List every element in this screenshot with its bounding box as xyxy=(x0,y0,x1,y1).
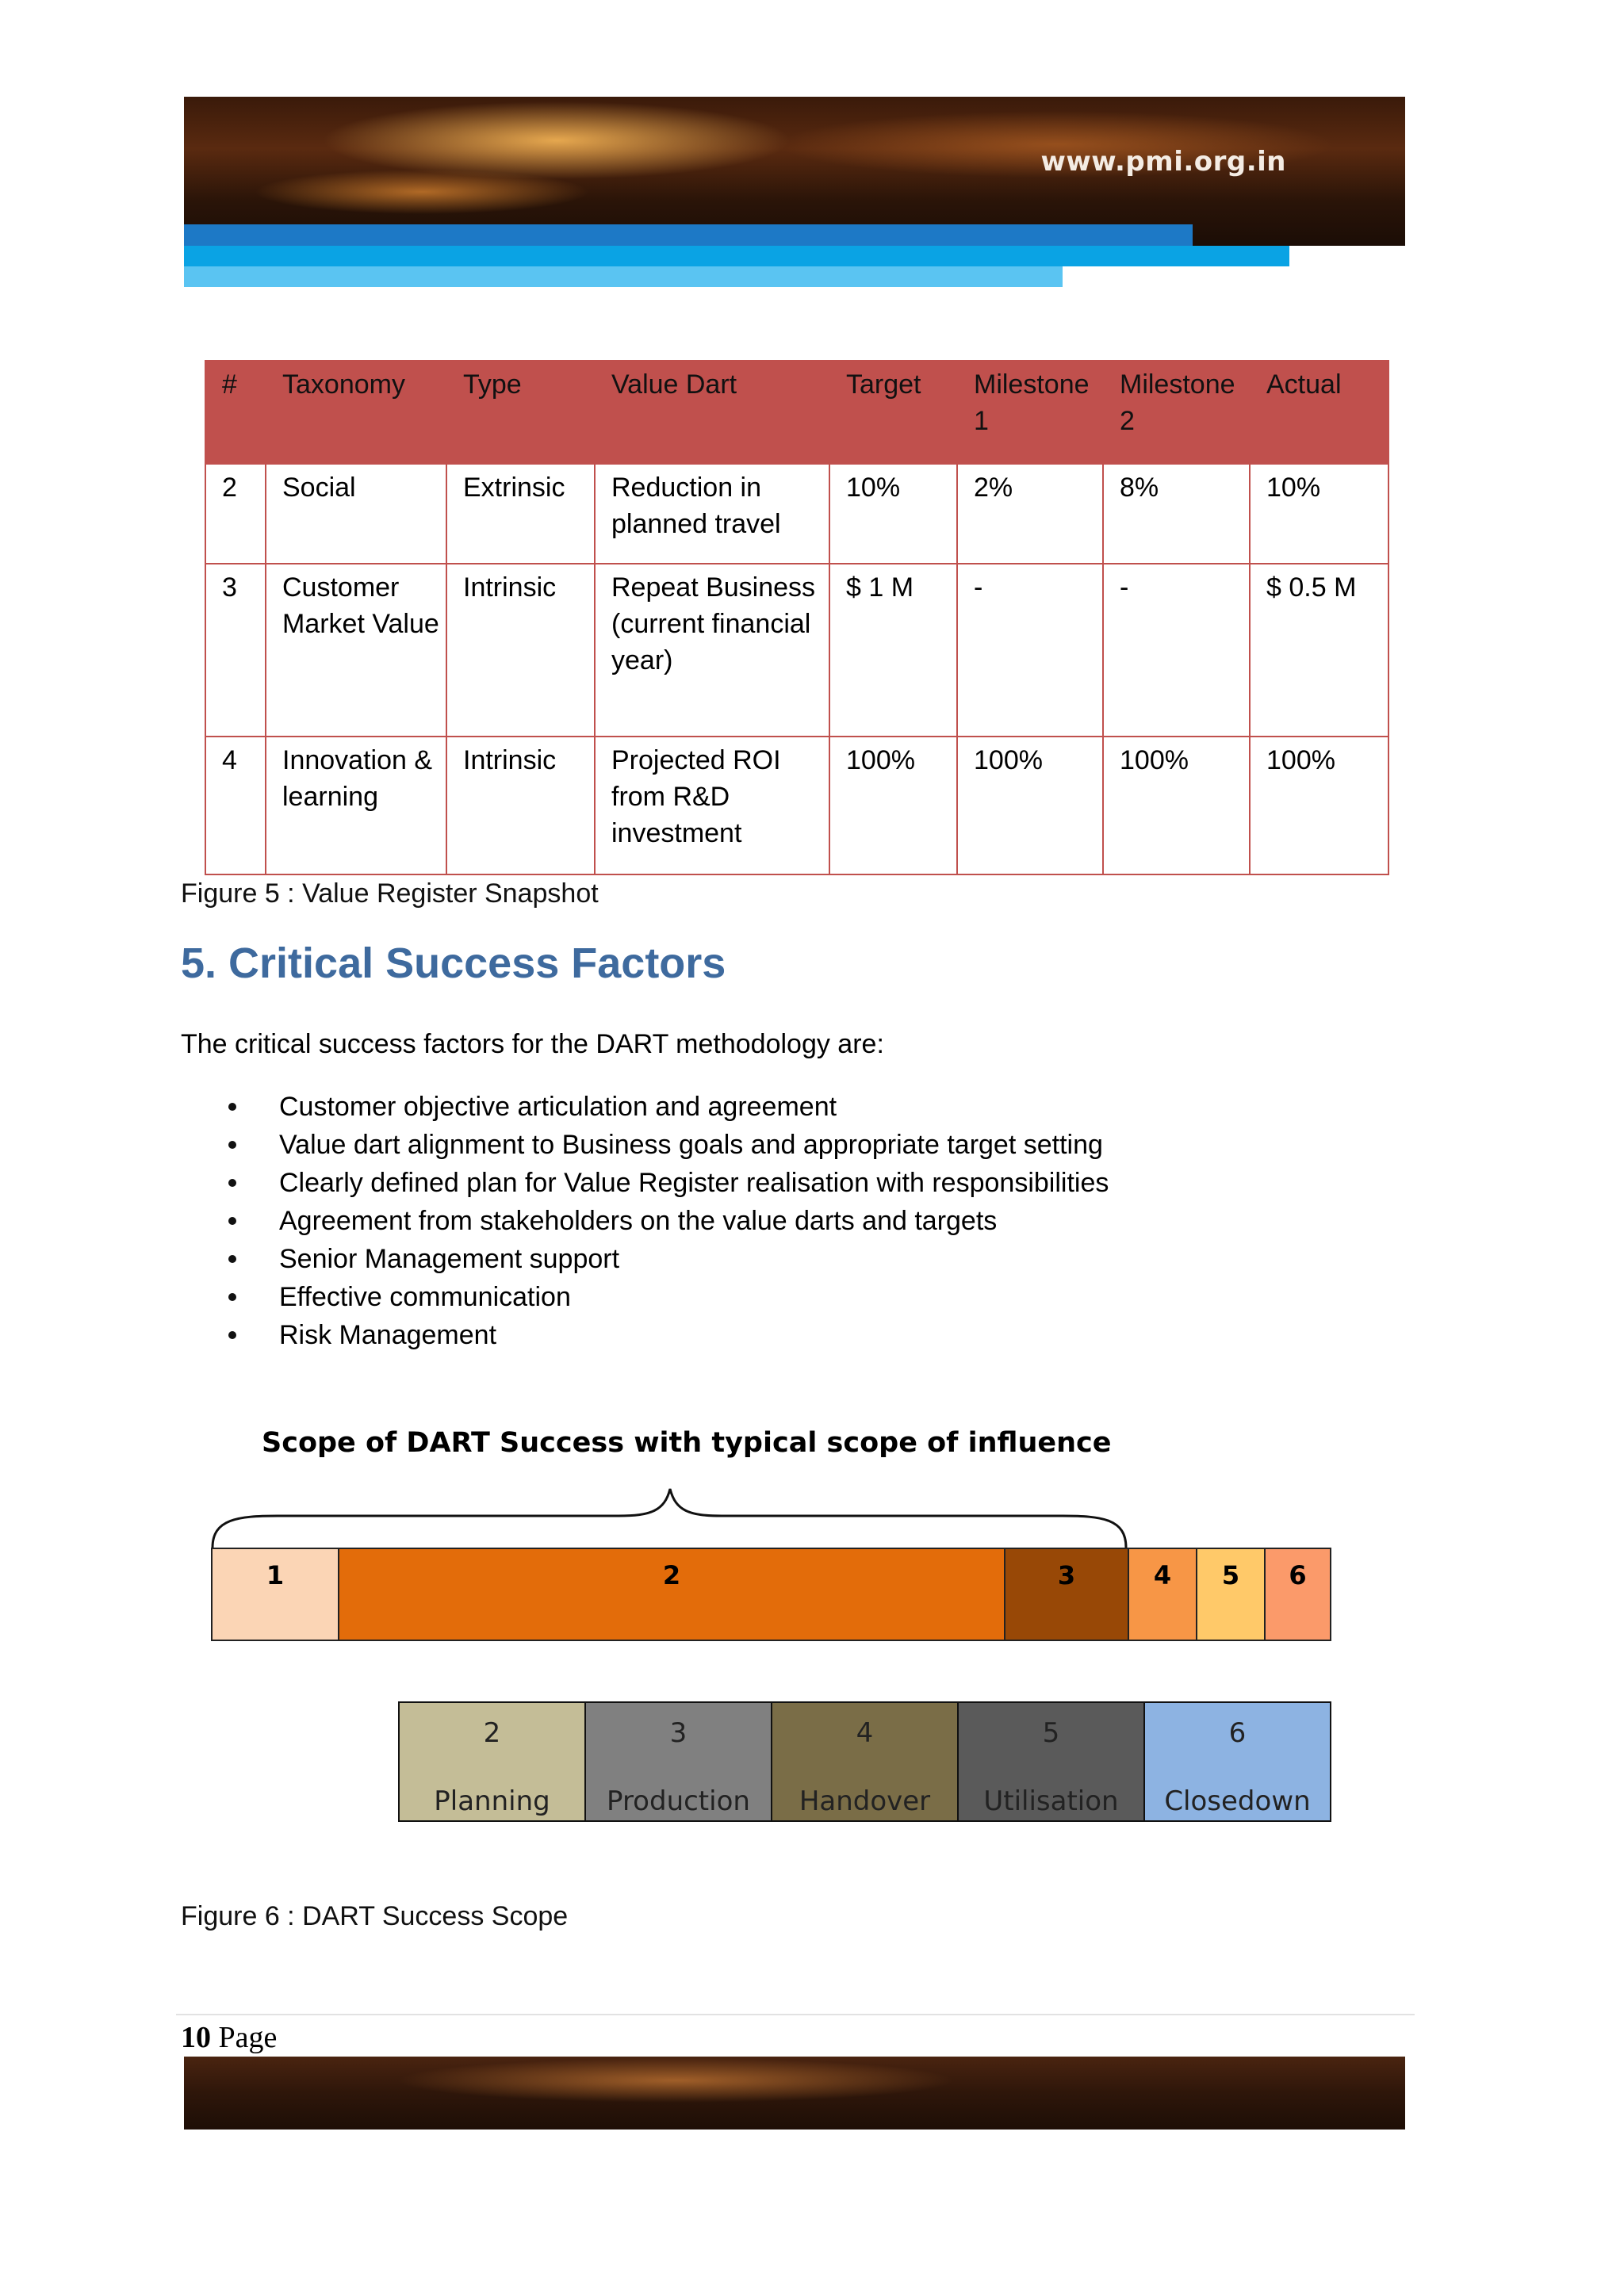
column-header: Target xyxy=(829,361,957,464)
page-number xyxy=(181,2020,277,2055)
list-item xyxy=(181,1164,1109,1202)
table-cell: 100% xyxy=(957,737,1103,874)
table-cell: Intrinsic xyxy=(446,737,595,874)
scope-segment xyxy=(211,1548,339,1641)
table-cell: 10% xyxy=(1250,464,1388,564)
bullet-icon xyxy=(228,1255,236,1263)
scope-brace-icon xyxy=(206,1479,1134,1551)
column-header: Type xyxy=(446,361,595,464)
phase-number: 4 xyxy=(856,1717,874,1749)
table-cell: $ 0.5 M xyxy=(1250,564,1388,737)
scope-segment xyxy=(338,1548,1005,1641)
scope-segment-label: 5 xyxy=(1221,1560,1240,1590)
phase-bar xyxy=(398,1701,1331,1822)
table-cell: 8% xyxy=(1103,464,1250,564)
table-cell: 2 xyxy=(205,464,266,564)
phase-name: Planning xyxy=(434,1785,550,1817)
list-item xyxy=(181,1316,1109,1354)
success-factors-list xyxy=(181,1088,1109,1354)
header-banner xyxy=(184,97,1405,246)
diagram-title: Scope of DART Success with typical scope of influence xyxy=(262,1427,1112,1459)
phase-name: Handover xyxy=(799,1785,931,1817)
table-cell: 2% xyxy=(957,464,1103,564)
page-number-value: 10 xyxy=(181,2021,211,2054)
scope-bar xyxy=(211,1548,1331,1641)
table-row xyxy=(205,464,1388,564)
phase-box xyxy=(957,1701,1145,1822)
list-item-text: Clearly defined plan for Value Register realisation with responsibilities xyxy=(279,1168,1109,1198)
scope-segment-label: 3 xyxy=(1057,1560,1076,1590)
bullet-icon xyxy=(228,1331,236,1339)
column-header: Taxonomy xyxy=(266,361,446,464)
bullet-icon xyxy=(228,1217,236,1225)
list-item-text: Senior Management support xyxy=(279,1244,620,1274)
table-cell: Customer Market Value xyxy=(266,564,446,737)
table-cell: Extrinsic xyxy=(446,464,595,564)
value-register-table xyxy=(205,360,1389,875)
table-cell: 3 xyxy=(205,564,266,737)
table-cell: Reduction in planned travel xyxy=(595,464,829,564)
scope-segment-label: 2 xyxy=(662,1560,681,1590)
table-cell: 100% xyxy=(1250,737,1388,874)
list-item-text: Value dart alignment to Business goals and appropriate target setting xyxy=(279,1130,1103,1160)
table-cell: Repeat Business (current financial year) xyxy=(595,564,829,737)
bullet-icon xyxy=(228,1103,236,1111)
list-item-text: Effective communication xyxy=(279,1282,571,1312)
list-item-text: Customer objective articulation and agreement xyxy=(279,1092,837,1122)
scope-segment-label: 6 xyxy=(1289,1560,1307,1590)
bullet-icon xyxy=(228,1293,236,1301)
column-header: Milestone 2 xyxy=(1103,361,1250,464)
scope-segment-label: 1 xyxy=(266,1560,285,1590)
footer-divider xyxy=(176,2014,1415,2015)
page-number-label: Page xyxy=(218,2021,278,2054)
table-row xyxy=(205,737,1388,874)
scope-segment xyxy=(1196,1548,1266,1641)
table-header-row xyxy=(205,361,1388,464)
figure-5-caption: Figure 5 : Value Register Snapshot xyxy=(181,878,599,909)
phase-box xyxy=(584,1701,772,1822)
table-row xyxy=(205,564,1388,737)
phase-number: 3 xyxy=(669,1717,688,1749)
list-item-text: Risk Management xyxy=(279,1320,497,1350)
column-header: Actual xyxy=(1250,361,1388,464)
column-header: # xyxy=(205,361,266,464)
column-header: Milestone 1 xyxy=(957,361,1103,464)
phase-number: 6 xyxy=(1228,1717,1247,1749)
footer-banner xyxy=(184,2057,1405,2130)
table-cell: 100% xyxy=(1103,737,1250,874)
table-cell: 10% xyxy=(829,464,957,564)
list-item xyxy=(181,1088,1109,1126)
table-cell: Intrinsic xyxy=(446,564,595,737)
bullet-icon xyxy=(228,1141,236,1149)
column-header: Value Dart xyxy=(595,361,829,464)
list-item xyxy=(181,1240,1109,1278)
phase-name: Production xyxy=(607,1785,750,1817)
list-item xyxy=(181,1202,1109,1240)
header-stripe-dark-blue xyxy=(184,224,1193,246)
header-stripe-blue xyxy=(184,246,1289,266)
table-cell: Innovation & learning xyxy=(266,737,446,874)
figure-6-caption: Figure 6 : DART Success Scope xyxy=(181,1901,569,1931)
phase-number: 2 xyxy=(483,1717,501,1749)
scope-segment xyxy=(1004,1548,1129,1641)
list-item-text: Agreement from stakeholders on the value darts and targets xyxy=(279,1206,998,1236)
list-item xyxy=(181,1278,1109,1316)
phase-box xyxy=(1143,1701,1331,1822)
phase-box xyxy=(771,1701,959,1822)
bullet-icon xyxy=(228,1179,236,1187)
phase-name: Utilisation xyxy=(983,1785,1119,1817)
table-cell: - xyxy=(1103,564,1250,737)
table-cell: Social xyxy=(266,464,446,564)
phase-name: Closedown xyxy=(1164,1785,1311,1817)
scope-segment xyxy=(1128,1548,1197,1641)
scope-segment-label: 4 xyxy=(1153,1560,1172,1590)
list-item xyxy=(181,1126,1109,1164)
table-cell: Projected ROI from R&D investment xyxy=(595,737,829,874)
table-cell: 100% xyxy=(829,737,957,874)
table-cell: $ 1 M xyxy=(829,564,957,737)
phase-box xyxy=(398,1701,586,1822)
section-intro: The critical success factors for the DART methodology are: xyxy=(181,1029,884,1059)
section-heading: 5. Critical Success Factors xyxy=(181,939,726,987)
header-url: www.pmi.org.in xyxy=(1040,146,1286,178)
header-stripe-light-blue xyxy=(184,266,1063,287)
scope-segment xyxy=(1264,1548,1331,1641)
phase-number: 5 xyxy=(1042,1717,1060,1749)
table-cell: 4 xyxy=(205,737,266,874)
table-cell: - xyxy=(957,564,1103,737)
